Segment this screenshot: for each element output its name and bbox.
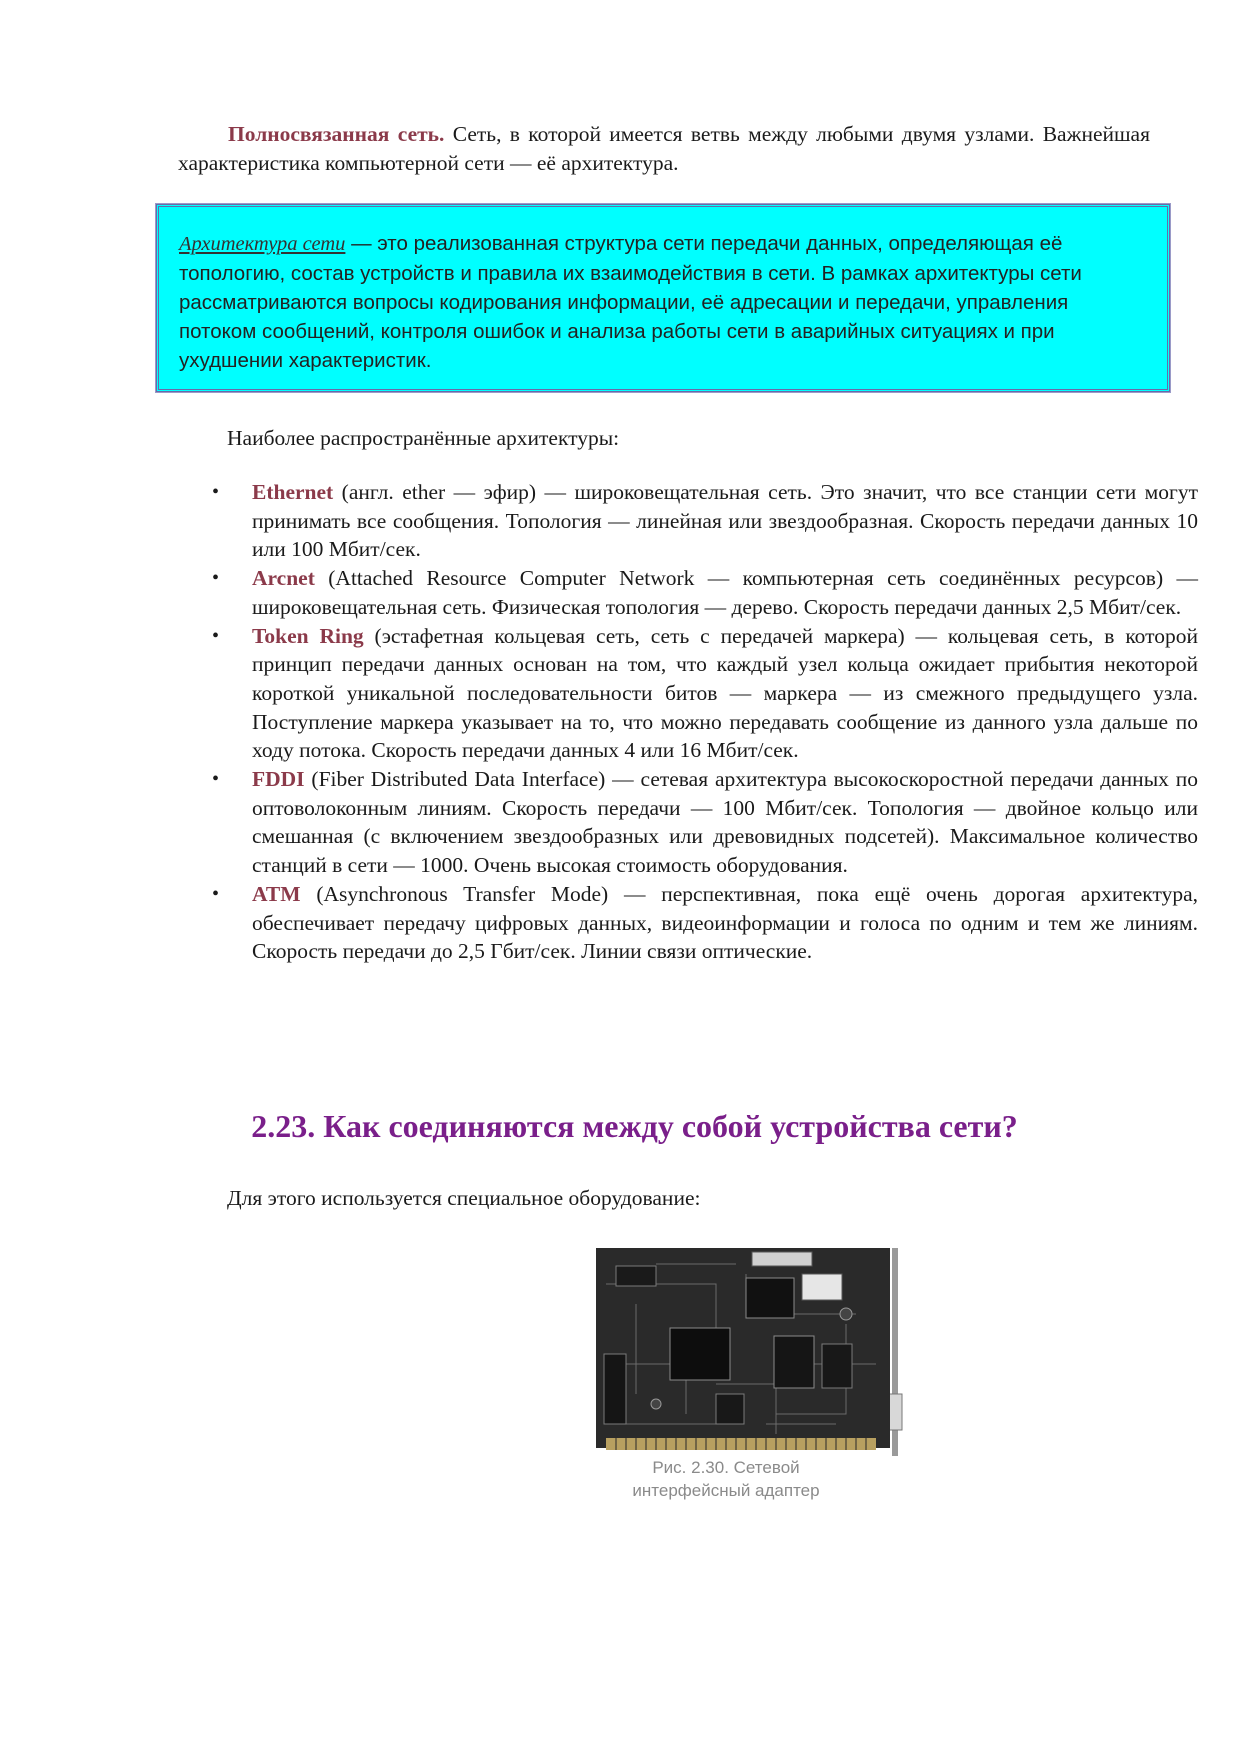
definition-term: Архитектура сети [179,233,346,255]
section-heading: 2.23. Как соединяются между собой устройства сети? [251,1108,1018,1144]
list-item-atm [212,880,1198,966]
network-adapter-image [596,1244,906,1458]
definition-box [156,204,1170,392]
architecture-text: (Fiber Distributed Data Interface) — сетевая архитектура высокоскоростной передачи данных по оптоволоконным линиям. Скорость передачи — 100 Мбит/сек. Топология — двойное кольцо или смешанная (с включением звездообразных или древовидных подсетей). Максимальное количество станций в сети — 1000. Очень высокая стоимость оборудования. [252,767,1198,878]
caption-line: интерфейсный адаптер [632,1481,820,1500]
chip-shape [746,1278,794,1318]
chip-shape [716,1394,744,1424]
architecture-name: Token Ring [252,623,364,648]
figure-caption [596,1456,856,1502]
bullet-icon: • [212,624,220,647]
connector-shape [888,1394,902,1430]
bullet-icon: • [212,481,220,503]
list-item-arcnet [212,564,1198,621]
definition-text: — это реализованная структура сети передачи данных, определяющая её топологию, состав устройств и правила их взаимодействия в сети. В рамках архитектуры сети рассматриваются вопросы кодирования информации, её адресации и передачи, управления потоком сообщений, контроля ошибок и анализа работы сети в аварийных ситуациях и при ухудшении характеристик. [179,232,1082,372]
architecture-text: (англ. ether — эфир) — широковещательная сеть. Это значит, что все станции сети могут принимать все сообщения. Топология — линейная или звездообразная. Скорость передачи данных 10 или 100 Мбит/сек. [252,480,1198,562]
bullet-icon: • [212,882,220,905]
architecture-text: (Attached Resource Computer Network — компьютерная сеть соединённых ресурсов) — широковещательная сеть. Физическая топология — дерево. Скорость передачи данных 2,5 Мбит/сек. [252,566,1198,619]
chip-shape [616,1266,656,1286]
list-heading: Наиболее распространённые архитектуры: [227,426,620,450]
list-item-ethernet [212,478,1198,564]
architecture-list [204,478,1198,966]
section-text: Для этого используется специальное оборудование: [227,1186,701,1210]
intro-term: Полносвязанная сеть. [228,122,445,146]
architecture-name: Ethernet [252,480,334,504]
architecture-text: (Asynchronous Transfer Mode) — перспективная, пока ещё очень дорогая архитектура, обеспечивает передачу цифровых данных, видеоинформации и голоса по одним и тем же линиям. Скорость передачи до 2,5 Гбит/сек. Линии связи оптические. [252,881,1198,964]
chip-shape [604,1354,626,1424]
chip-shape [822,1344,852,1388]
list-item-fddi [212,765,1198,880]
chip-shape [774,1336,814,1388]
capacitor-shape [651,1399,661,1409]
intro-paragraph [178,120,1150,177]
bullet-icon: • [212,768,220,791]
architecture-text: (эстафетная кольцевая сеть, сеть с передачей маркера) — кольцевая сеть, в которой принцип передачи данных основан на том, что каждый узел кольца ожидает прибытия некоторой короткой уникальной последовательности битов — маркера — из смежного предыдущего узла. Поступление маркера указывает на то, что можно передавать сообщение из данного узла дальше по ходу потока. Скорость передачи данных 4 или 16 Мбит/сек. [252,623,1199,763]
architecture-name: Arcnet [252,566,315,591]
caption-line: Рис. 2.30. Сетевой [652,1458,800,1477]
architecture-name: FDDI [252,767,305,792]
label-sticker-shape [802,1274,842,1300]
capacitor-shape [840,1308,852,1320]
label-sticker-shape [752,1252,812,1266]
list-item-token-ring [212,622,1199,766]
intro-text: Сеть, в которой имеется ветвь между любыми двумя узлами. Важнейшая характеристика компьютерной сети — её архитектура. [178,122,1150,175]
architecture-name: ATM [252,881,301,906]
main-chip-shape [670,1328,730,1380]
bullet-icon: • [212,567,220,590]
